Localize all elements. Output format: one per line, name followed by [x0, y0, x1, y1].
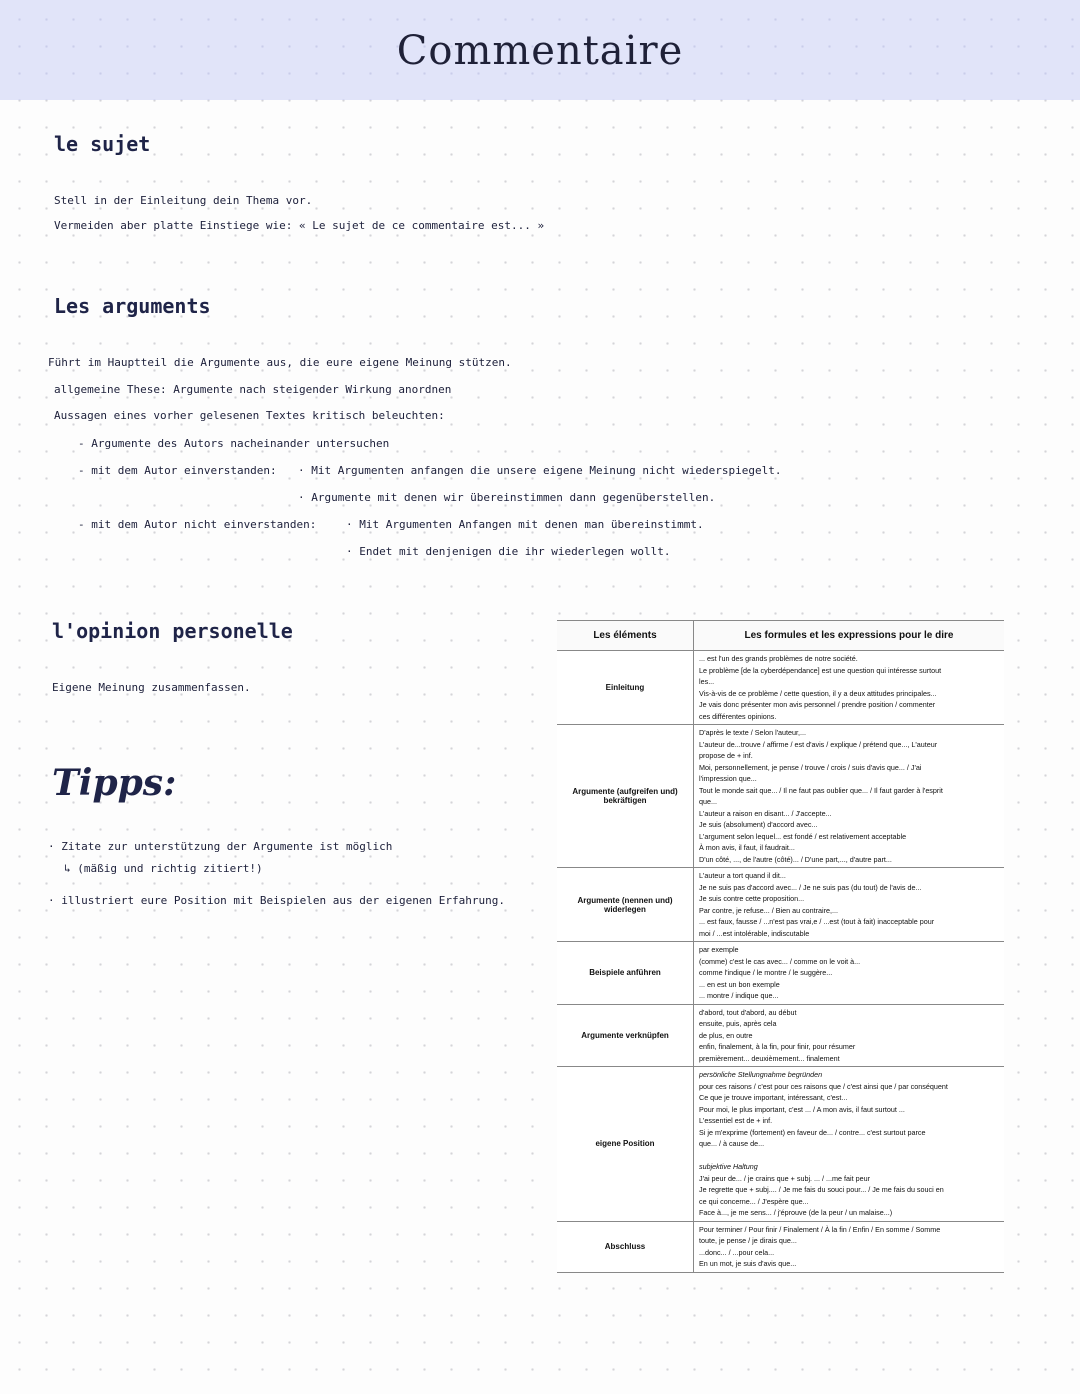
expression-line: ces différentes opinions. [699, 711, 777, 721]
arguments-bullet-2: - mit dem Autor einverstanden: [78, 464, 277, 477]
arguments-bullet-3: - mit dem Autor nicht einverstanden: [78, 518, 317, 531]
expression-line: l'impression que... [699, 774, 757, 783]
arguments-line-3: Aussagen eines vorher gelesenen Textes kritisch beleuchten: [54, 409, 445, 422]
table-cell-element: Beispiele anführen [557, 942, 694, 1005]
expression-line: enfin, finalement, à la fin, pour finir, pour résumer [699, 1042, 856, 1051]
expression-line: Je ne suis pas d'accord avec... / Je ne suis pas (du tout) de l'avis de... [699, 882, 922, 892]
table-cell-expressions [694, 1067, 1005, 1222]
table-cell-expressions [694, 868, 1005, 942]
expression-line: Par contre, je refuse... / Bien au contraire,... [699, 905, 839, 915]
expression-line: Tout le monde sait que... / Il ne faut pas oublier que... / Il faut garder à l'esprit [699, 785, 943, 795]
expression-line: Je regrette que + subj.... / Je me fais du souci pour... / Je me fais du souci en [699, 1185, 944, 1194]
expression-line: À mon avis, il faut, il faudrait... [699, 843, 795, 852]
expression-line: L'argument selon lequel... est fondé / est relativement acceptable [699, 831, 907, 841]
expression-line: propose de + inf. [699, 751, 753, 760]
expression-line: ... est l'un des grands problèmes de notre société. [699, 654, 858, 663]
table-cell-expressions [694, 651, 1005, 725]
expression-line: ...donc... / ...pour cela... [699, 1247, 775, 1257]
table-row [557, 868, 1004, 942]
table-cell-element: Argumente verknüpfen [557, 1004, 694, 1067]
expression-line: comme l'indique / le montre / le suggère... [699, 968, 833, 977]
table-cell-element: Einleitung [557, 651, 694, 725]
expression-line: ... est faux, fausse / ...n'est pas vrai,e / ...est (tout à fait) inacceptable pour [699, 917, 935, 926]
arguments-bullet-1: - Argumente des Autors nacheinander untersuchen [78, 437, 390, 450]
opinion-line-1: Eigene Meinung zusammenfassen. [52, 681, 251, 694]
expression-line: d'abord, tout d'abord, au début [699, 1007, 797, 1017]
arguments-line-2: allgemeine These: Argumente nach steigender Wirkung anordnen [54, 383, 452, 396]
phrases-table [557, 620, 1004, 1273]
expression-line: L'auteur a raison en disant... / J'accepte... [699, 808, 832, 818]
table-row [557, 1221, 1004, 1272]
tipps-line-2: ↳ (mäßig und richtig zitiert!) [64, 862, 263, 875]
expression-line: ensuite, puis, après cela [699, 1019, 777, 1028]
arguments-bullet-2-point-1: · Mit Argumenten anfangen die unsere eigene Meinung nicht wiederspiegelt. [298, 464, 782, 477]
expression-line: L'essentiel est de + inf. [699, 1116, 773, 1125]
arguments-bullet-2-point-2: · Argumente mit denen wir übereinstimmen dann gegenüberstellen. [298, 491, 716, 504]
heading-opinion: l'opinion personelle [52, 619, 293, 643]
heading-sujet: le sujet [54, 132, 151, 156]
expression-line: Je suis (absolument) d'accord avec... [699, 820, 818, 829]
expression-line: Pour moi, le plus important, c'est ... / A mon avis, il faut surtout ... [699, 1104, 905, 1114]
expression-line: D'après le texte / Selon l'auteur,... [699, 728, 807, 737]
arguments-bullet-3-point-1: · Mit Argumenten Anfangen mit denen man übereinstimmt. [346, 518, 704, 531]
expression-line: subjektive Haltung [699, 1162, 758, 1171]
table-header-expressions: Les formules et les expressions pour le dire [694, 621, 1005, 651]
table-body [557, 651, 1004, 1273]
sujet-line-1: Stell in der Einleitung dein Thema vor. [54, 194, 313, 207]
arguments-bullet-3-point-2: · Endet mit denjenigen die ihr wiederlegen wollt. [346, 545, 671, 558]
table-cell-expressions [694, 942, 1005, 1005]
expression-line: ce qui concerne... / J'espère que... [699, 1196, 809, 1206]
expression-line: J'ai peur de... / je crains que + subj. ... / ...me fait peur [699, 1173, 870, 1183]
expression-line: toute, je pense / je dirais que... [699, 1236, 797, 1245]
table-cell-expressions [694, 1004, 1005, 1067]
expression-line: Je vais donc présenter mon avis personnel / prendre position / commenter [699, 700, 936, 709]
expression-line: par exemple [699, 945, 739, 954]
expression-line: Face à..., je me sens... / j'éprouve (de la peur / un malaise...) [699, 1208, 893, 1217]
page-title: Commentaire [396, 28, 684, 74]
table-cell-expressions [694, 725, 1005, 868]
expression-line: (comme) c'est le cas avec... / comme on le voit à... [699, 956, 861, 966]
tipps-line-1: · Zitate zur unterstützung der Argumente ist möglich [48, 840, 393, 853]
table-row [557, 1067, 1004, 1222]
expression-line: moi / ...est intolérable, indiscutable [699, 928, 810, 938]
table-row [557, 942, 1004, 1005]
expression-line: Je suis contre cette proposition... [699, 894, 805, 903]
expression-line: ... en est un bon exemple [699, 979, 780, 989]
table-cell-element: eigene Position [557, 1067, 694, 1222]
expression-line: pour ces raisons / c'est pour ces raisons que / c'est ainsi que / par conséquent [699, 1081, 948, 1091]
expression-line: Si je m'exprime (fortement) en faveur de... / contre... c'est surtout parce [699, 1127, 926, 1137]
expression-line: les... [699, 677, 715, 686]
expression-line: ... montre / indique que... [699, 991, 779, 1000]
table-row [557, 725, 1004, 868]
table-row [557, 651, 1004, 725]
expression-line: persönliche Stellungnahme begründen [699, 1070, 823, 1079]
expression-line: Pour terminer / Pour finir / Finalement / À la fin / Enfin / En somme / Somme [699, 1224, 941, 1234]
expression-line: En un mot, je suis d'avis que... [699, 1259, 797, 1268]
expression-line: Ce que je trouve important, intéressant, c'est... [699, 1093, 848, 1102]
table-cell-element: Argumente (nennen und) widerlegen [557, 868, 694, 942]
expression-line: L'auteur de...trouve / affirme / est d'avis / explique / prétend que..., L'auteur [699, 739, 938, 749]
expression-line: de plus, en outre [699, 1030, 753, 1040]
expression-line: L'auteur a tort quand il dit... [699, 871, 786, 880]
expression-line: premièrement... deuxièmement... finalement [699, 1053, 840, 1063]
table-cell-element: Argumente (aufgreifen und) bekräftigen [557, 725, 694, 868]
expression-line: que... [699, 797, 717, 806]
heading-tipps: Tipps: [52, 762, 177, 804]
expression-line: Le problème [de la cyberdépendance] est une question qui intéresse surtout [699, 665, 942, 675]
header-banner [0, 0, 1080, 100]
table-header-row [557, 621, 1004, 651]
arguments-line-1: Führt im Hauptteil die Argumente aus, die eure eigene Meinung stützen. [48, 356, 512, 369]
expression-line [699, 1150, 1000, 1162]
table-cell-expressions [694, 1221, 1005, 1272]
expression-line: D'un côté, ..., de l'autre (côté)... / D'une part,..., d'autre part... [699, 854, 892, 864]
expression-line: Moi, personnellement, je pense / trouve / crois / suis d'avis que... / J'ai [699, 762, 922, 772]
expression-line: que... / à cause de... [699, 1139, 765, 1148]
table-row [557, 1004, 1004, 1067]
sujet-line-2: Vermeiden aber platte Einstiege wie: « Le sujet de ce commentaire est... » [54, 219, 545, 232]
tipps-line-3: · illustriert eure Position mit Beispielen aus der eigenen Erfahrung. [48, 894, 505, 907]
heading-arguments: Les arguments [54, 294, 211, 318]
table-cell-element: Abschluss [557, 1221, 694, 1272]
table-header-elements: Les éléments [557, 621, 694, 651]
expression-line: Vis-à-vis de ce problème / cette question, il y a deux attitudes principales... [699, 688, 937, 698]
